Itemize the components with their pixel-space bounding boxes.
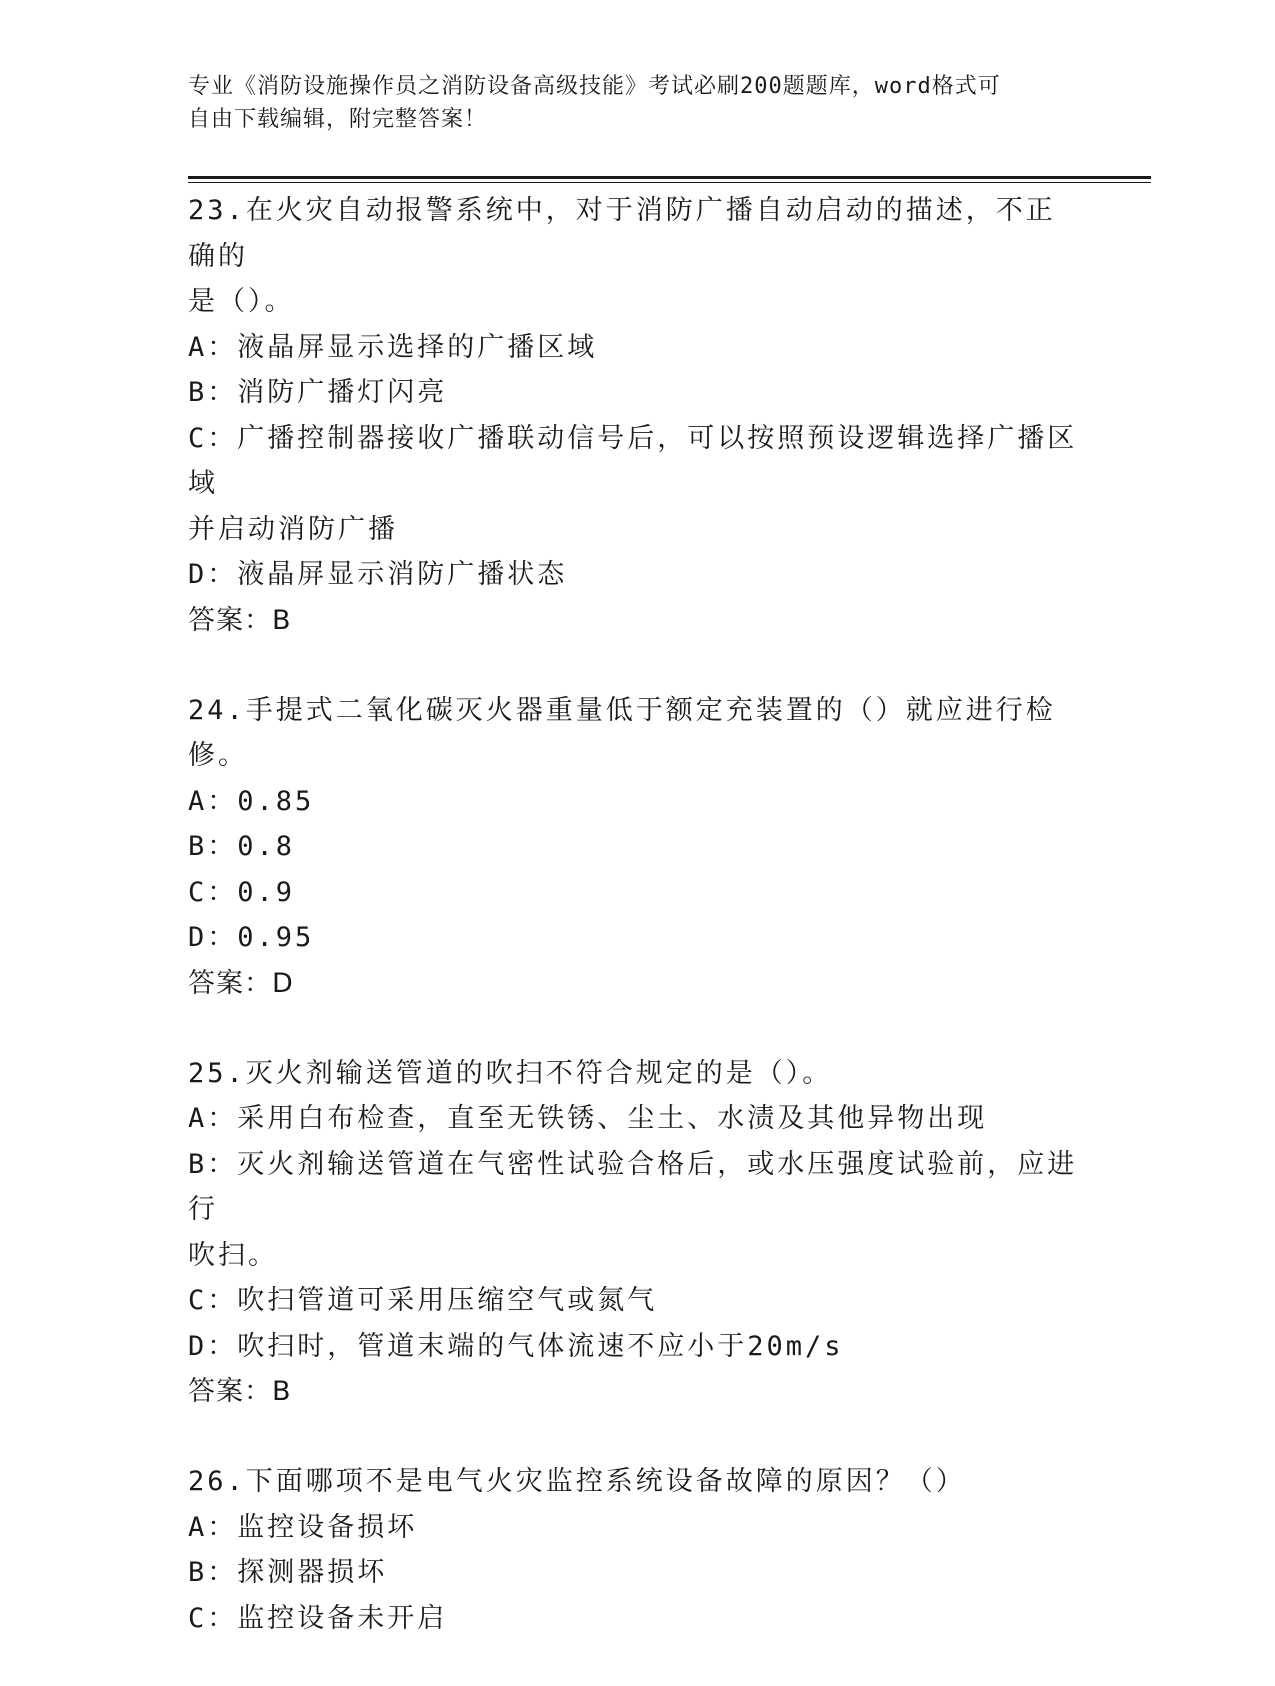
answer-option: A：0.85 [188,785,315,817]
answer-option: C：吹扫管道可采用压缩空气或氮气 [188,1285,658,1316]
answer-option: 并启动消防广播 [188,513,398,545]
answer-option: D：液晶屏显示消防广播状态 [188,559,568,590]
question-block [188,688,1078,1006]
header-line-1: 专业《消防设施操作员之消防设备高级技能》考试必刷200题题库，word格式可 [188,74,1001,99]
answer-option: D：吹扫时，管道末端的气体流速不应小于20m/s [188,1330,844,1362]
answer-option: D：0.95 [188,922,315,953]
answer-option: C：广播控制器接收广播联动信号后，可以按照预设逻辑选择广播区域 [188,422,1078,499]
question-stem: 24.手提式二氧化碳灭火器重量低于额定充装置的（）就应进行检修。 [188,694,1056,771]
answer-option: A：监控设备损坏 [188,1511,418,1543]
question-block [188,1051,1078,1415]
question-stem: 25.灭火剂输送管道的吹扫不符合规定的是（）。 [188,1057,833,1089]
answer-option: B：消防广播灯闪亮 [188,377,448,408]
header-line-2: 自由下载编辑，附完整答案！ [188,107,488,132]
answer-option: B：探测器损坏 [188,1557,388,1588]
question-stem: 26.下面哪项不是电气火灾监控系统设备故障的原因？（） [188,1466,966,1497]
answer-option: B：灭火剂输送管道在气密性试验合格后，或水压强度试验前，应进行 [188,1148,1078,1225]
answer-option: C：监控设备未开启 [188,1602,448,1634]
question-list [188,188,1078,1686]
answer-option: A：采用白布检查，直至无铁锈、尘土、水渍及其他异物出现 [188,1103,988,1134]
document-header [188,70,1078,136]
header-divider-thick [188,176,1151,179]
answer-key: 答案：B [188,604,292,636]
question-block [188,188,1078,643]
answer-option: A：液晶屏显示选择的广播区域 [188,331,598,363]
question-stem: 是（）。 [188,286,295,317]
answer-key: 答案：B [188,1376,292,1407]
answer-option: C：0.9 [188,876,296,908]
answer-option: B：0.8 [188,831,296,862]
question-stem: 23.在火灾自动报警系统中，对于消防广播自动启动的描述，不正确的 [188,195,1056,272]
answer-key: 答案：D [188,967,294,999]
header-divider-thin [188,182,1151,183]
question-block [188,1459,1078,1641]
answer-option: 吹扫。 [188,1239,278,1271]
